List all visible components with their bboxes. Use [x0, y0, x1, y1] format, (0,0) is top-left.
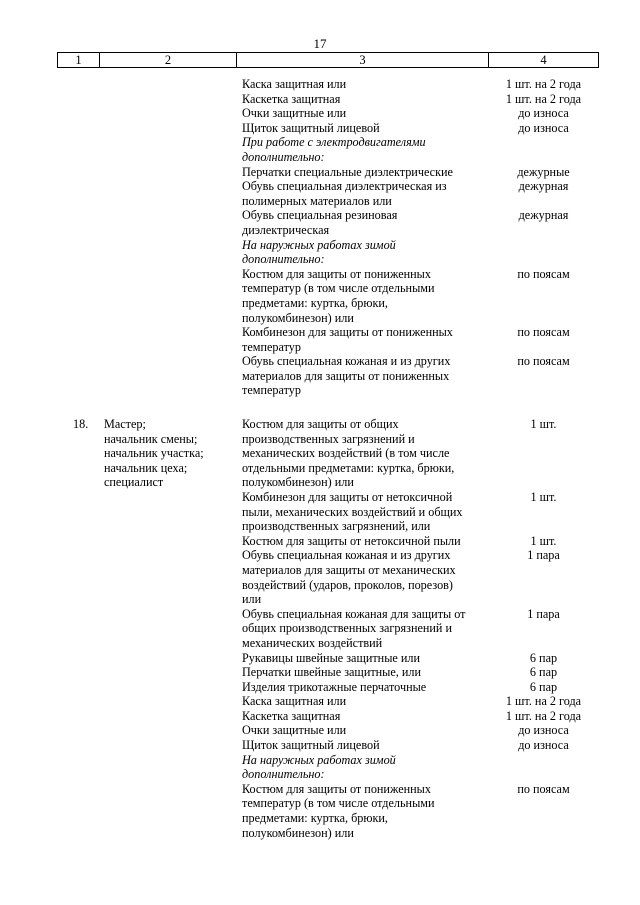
item-text: полимерных материалов или	[242, 193, 392, 208]
item-norm	[487, 135, 600, 150]
item-text: Перчатки специальные диэлектрические	[242, 164, 453, 179]
item-norm	[487, 238, 600, 253]
table-header	[57, 52, 599, 68]
table-row	[0, 135, 640, 150]
item-norm	[487, 340, 600, 355]
table-row	[0, 621, 640, 636]
item-text: Каска защитная или	[242, 694, 347, 709]
item-norm	[487, 621, 600, 636]
table-row	[0, 150, 640, 165]
item-norm: 6 пар	[529, 650, 558, 665]
item-text: отдельными предметами: куртка, брюки,	[242, 460, 455, 475]
item-norm	[487, 826, 600, 841]
item-norm: 1 шт. на 2 года	[505, 77, 582, 91]
table-row	[0, 311, 640, 326]
item-text: производственных загрязнений и	[242, 431, 415, 446]
item-norm	[487, 150, 600, 165]
position-title: начальник смены;	[104, 431, 198, 446]
item-text: пыли, механических воздействий и общих	[242, 504, 463, 519]
position-title: специалист	[104, 475, 164, 490]
table-row	[0, 738, 640, 753]
position-title: начальник цеха;	[104, 460, 188, 475]
table-row	[0, 223, 640, 238]
item-norm: дежурная	[518, 208, 569, 223]
table-row	[0, 753, 640, 768]
header-col-3: 3	[237, 53, 489, 67]
item-text: воздействий (ударов, проколов, порезов)	[242, 577, 453, 592]
item-text: дополнительно:	[242, 252, 325, 267]
item-list	[0, 417, 640, 840]
item-norm: до износа	[518, 106, 569, 121]
table-row	[0, 665, 640, 680]
item-text: механических воздействий	[242, 635, 383, 650]
item-text: Очки защитные или	[242, 106, 347, 121]
table-row	[0, 651, 640, 666]
table-row	[0, 194, 640, 209]
item-text: полукомбинезон) или	[242, 475, 354, 490]
table-row	[0, 92, 640, 107]
position-title: начальник участка;	[104, 446, 204, 461]
table-row	[0, 340, 640, 355]
table-row	[0, 281, 640, 296]
item-norm: до износа	[518, 738, 569, 753]
item-text: Обувь специальная кожаная и из других	[242, 354, 451, 369]
table-row	[0, 208, 640, 223]
item-text: Изделия трикотажные перчаточные	[242, 679, 427, 694]
item-text: температур (в том числе отдельными	[242, 796, 435, 811]
item-norm: до износа	[518, 120, 569, 135]
table-row	[0, 417, 640, 432]
table-row	[0, 563, 640, 578]
item-norm: 1 шт.	[530, 417, 557, 431]
table-row	[0, 179, 640, 194]
item-norm	[487, 383, 600, 398]
item-text: Каска защитная или	[242, 77, 347, 91]
item-text: Каскетка защитная	[242, 708, 341, 723]
item-text: механических воздействий (в том числе	[242, 446, 450, 461]
item-norm: по поясам	[517, 781, 570, 796]
item-text: дополнительно:	[242, 767, 325, 782]
item-text: температур (в том числе отдельными	[242, 281, 435, 296]
item-text: Комбинезон для защиты от пониженных	[242, 325, 453, 340]
item-text: На наружных работах зимой	[242, 752, 396, 767]
item-norm	[487, 796, 600, 811]
item-norm	[487, 578, 600, 593]
item-norm: 6 пар	[529, 679, 558, 694]
item-norm	[487, 432, 600, 447]
item-text: температур	[242, 339, 301, 354]
table-row	[0, 519, 640, 534]
table-row	[0, 238, 640, 253]
item-norm	[487, 223, 600, 238]
item-norm: по поясам	[517, 266, 570, 281]
table-row	[0, 782, 640, 797]
item-norm: 1 шт. на 2 года	[505, 694, 582, 709]
item-text: предметами: куртка, брюки,	[242, 811, 388, 826]
item-text: Рукавицы швейные защитные или	[242, 650, 420, 665]
table-row	[0, 607, 640, 622]
item-text: Обувь специальная диэлектрическая из	[242, 179, 447, 194]
header-col-2: 2	[100, 53, 237, 67]
item-norm	[487, 461, 600, 476]
item-norm: 1 шт. на 2 года	[505, 91, 582, 106]
item-text: Костюм для защиты от пониженных	[242, 781, 431, 796]
item-norm	[487, 592, 600, 607]
table-row	[0, 446, 640, 461]
item-text: полукомбинезон) или	[242, 310, 354, 325]
item-list	[0, 77, 640, 398]
table-row	[0, 354, 640, 369]
table-row	[0, 461, 640, 476]
item-norm	[487, 563, 600, 578]
table-row	[0, 383, 640, 398]
table-row	[0, 252, 640, 267]
item-text: Обувь специальная кожаная для защиты от	[242, 606, 466, 621]
row-number: 18.	[73, 417, 89, 431]
table-row	[0, 636, 640, 651]
header-col-4: 4	[540, 53, 547, 67]
item-text: общих производственных загрязнений и	[242, 621, 453, 636]
item-text: Щиток защитный лицевой	[242, 120, 380, 135]
table-row	[0, 826, 640, 841]
item-text: Перчатки швейные защитные, или	[242, 665, 422, 680]
table-row	[0, 267, 640, 282]
table-row	[0, 723, 640, 738]
item-norm: 1 шт.	[530, 533, 557, 548]
table-row	[0, 490, 640, 505]
item-norm	[487, 767, 600, 782]
table-row	[0, 121, 640, 136]
item-text: Щиток защитный лицевой	[242, 738, 380, 753]
item-text: Костюм для защиты от нетоксичной пыли	[242, 533, 461, 548]
table-row	[0, 548, 640, 563]
item-norm: дежурная	[518, 179, 569, 194]
item-text: предметами: куртка, брюки,	[242, 295, 388, 310]
table-row	[0, 296, 640, 311]
position-title: Мастер;	[104, 417, 146, 431]
item-norm	[487, 636, 600, 651]
item-text: производственных загрязнений, или	[242, 519, 431, 534]
table-row	[0, 534, 640, 549]
item-text: При работе с электродвигателями	[242, 135, 426, 150]
item-norm	[487, 811, 600, 826]
item-norm	[487, 475, 600, 490]
item-text: Обувь специальная резиновая	[242, 208, 398, 223]
header-col-1: 1	[58, 53, 100, 67]
item-norm	[487, 296, 600, 311]
item-text: Обувь специальная кожаная и из других	[242, 548, 451, 563]
item-text: Костюм для защиты от общих	[242, 417, 399, 431]
item-text: Очки защитные или	[242, 723, 347, 738]
item-norm	[487, 311, 600, 326]
item-norm	[487, 281, 600, 296]
item-text: диэлектрическая	[242, 222, 330, 237]
item-norm: по поясам	[517, 325, 570, 340]
item-norm	[487, 753, 600, 768]
table-row	[0, 475, 640, 490]
item-norm: до износа	[518, 723, 569, 738]
table-row	[0, 592, 640, 607]
table-row	[0, 106, 640, 121]
table-row	[0, 77, 640, 92]
item-text: Каскетка защитная	[242, 91, 341, 106]
table-row	[0, 796, 640, 811]
item-norm	[487, 505, 600, 520]
table-row	[0, 325, 640, 340]
table-row	[0, 680, 640, 695]
table-row	[0, 165, 640, 180]
table-row	[0, 578, 640, 593]
item-norm	[487, 252, 600, 267]
item-norm	[487, 369, 600, 384]
item-text: Костюм для защиты от пониженных	[242, 266, 431, 281]
item-text: дополнительно:	[242, 149, 325, 164]
item-norm: 6 пар	[529, 665, 558, 680]
item-norm	[487, 194, 600, 209]
table-row	[0, 694, 640, 709]
item-norm: 1 шт.	[530, 489, 557, 504]
table-row	[0, 505, 640, 520]
item-norm	[487, 446, 600, 461]
item-text: или	[242, 592, 262, 607]
table-row	[0, 811, 640, 826]
item-text: Комбинезон для защиты от нетоксичной	[242, 489, 453, 504]
table-row	[0, 767, 640, 782]
item-text: материалов для защиты от механических	[242, 562, 456, 577]
item-norm	[487, 519, 600, 534]
item-text: температур	[242, 383, 301, 398]
item-norm: 1 пара	[527, 606, 560, 621]
item-text: полукомбинезон) или	[242, 825, 354, 840]
table-row	[0, 432, 640, 447]
table-row	[0, 709, 640, 724]
table-row	[0, 369, 640, 384]
page-number: 17	[313, 36, 327, 51]
item-norm: дежурные	[517, 164, 570, 179]
item-text: материалов для защиты от пониженных	[242, 368, 450, 383]
item-norm: 1 пара	[527, 548, 560, 563]
item-norm: 1 шт. на 2 года	[505, 708, 582, 723]
item-norm: по поясам	[517, 354, 570, 369]
item-text: На наружных работах зимой	[242, 237, 396, 252]
